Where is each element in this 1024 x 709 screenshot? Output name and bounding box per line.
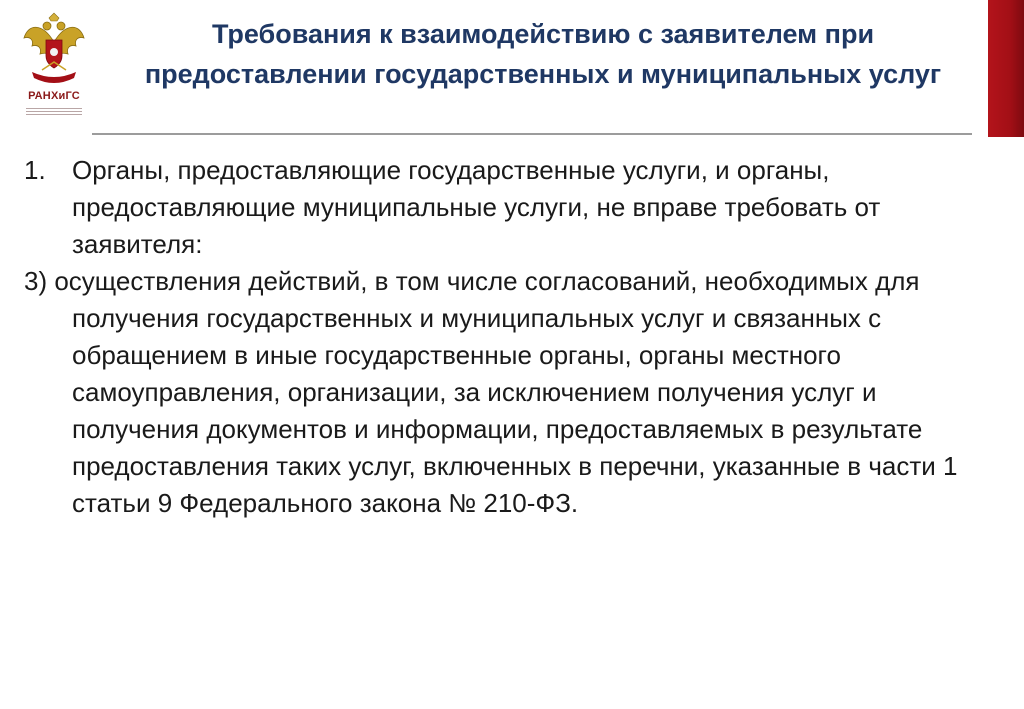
logo-label: РАНХиГС [28,90,80,102]
logo-subline [26,111,82,112]
list-marker: 1. [24,155,46,185]
list-item [24,263,999,522]
logo-subline [26,108,82,109]
title-divider [92,133,972,135]
list-item-text: Органы, предоставляющие государственные услуги, и органы, предоставляющие муниципальные услуги, не вправе требовать от заявителя: [72,155,881,259]
slide-body [24,152,999,522]
list-item-text: 3) осуществления действий, в том числе согласований, необходимых для получения государственных и муниципальных услуг и связанных с обращением в иные государственные органы, органы местного самоуправления, организации, за исключением получения услуг и получения документов и информации, предоставляемых в результате предоставления таких услуг, включенных в перечни, указанные в части 1 статьи 9 Федерального закона № 210-ФЗ. [24,266,958,518]
ranepa-logo [20,12,88,120]
eagle-emblem-icon [20,12,88,90]
logo-subline [26,114,82,115]
accent-bar [988,0,1024,137]
list-item [24,152,999,263]
slide-title: Требования к взаимодействию с заявителем при предоставлении государственных и муниципальных услуг [144,19,942,89]
